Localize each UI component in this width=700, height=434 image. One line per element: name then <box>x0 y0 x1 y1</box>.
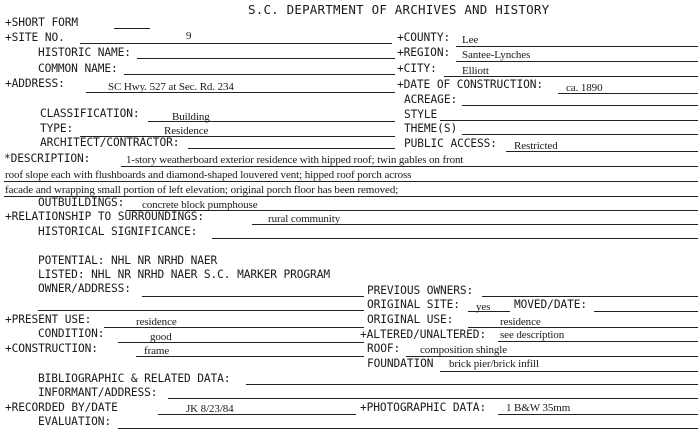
type-label: TYPE: <box>40 122 74 135</box>
date-of-construction-value: ca. 1890 <box>566 82 603 94</box>
listed-label: LISTED: NHL NR NRHD NAER S.C. MARKER PROGRAM <box>38 268 330 281</box>
region-label: +REGION: <box>397 46 451 59</box>
relationship-value: rural community <box>268 213 341 225</box>
original-site-value: yes <box>476 301 491 313</box>
roof-line <box>406 356 698 357</box>
altered-line <box>498 341 698 342</box>
potential-label: POTENTIAL: NHL NR NRHD NAER <box>38 254 218 267</box>
common-name-label: COMMON NAME: <box>38 62 118 75</box>
evaluation-label: EVALUATION: <box>38 415 111 428</box>
address-value: SC Hwy. 527 at Sec. Rd. 234 <box>108 81 234 93</box>
owner-address-label: OWNER/ADDRESS: <box>38 282 131 295</box>
classification-line <box>148 121 395 122</box>
description-label: *DESCRIPTION: <box>4 152 91 165</box>
region-value: Santee-Lynches <box>462 49 531 61</box>
informant-line <box>168 398 698 399</box>
outbuildings-label: OUTBUILDINGS: <box>38 196 125 209</box>
altered-value: see description <box>500 329 565 341</box>
condition-line <box>118 342 364 343</box>
historical-significance-label: HISTORICAL SIGNIFICANCE: <box>38 225 198 238</box>
owner-address-line-2 <box>38 310 364 311</box>
photographic-data-label: +PHOTOGRAPHIC DATA: <box>360 401 487 414</box>
county-line <box>456 46 698 47</box>
construction-line <box>136 356 364 357</box>
historical-significance-line <box>212 238 698 239</box>
public-access-value: Restricted <box>514 140 558 152</box>
relationship-label: +RELATIONSHIP TO SURROUNDINGS: <box>5 210 205 223</box>
present-use-value: residence <box>136 316 177 328</box>
themes-label: THEME(S) <box>404 122 458 135</box>
description-rule-2 <box>4 181 698 182</box>
bibliographic-line <box>246 384 698 385</box>
owner-address-line <box>142 296 364 297</box>
historic-name-label: HISTORIC NAME: <box>38 46 131 59</box>
common-name-line <box>124 74 395 75</box>
city-label: +CITY: <box>397 62 437 75</box>
outbuildings-value: concrete block pumphouse <box>142 199 258 211</box>
foundation-label: FOUNDATION <box>367 357 434 370</box>
architect-label: ARCHITECT/CONTRACTOR: <box>40 136 180 149</box>
address-label: +ADDRESS: <box>5 77 65 90</box>
recorded-by-label: +RECORDED BY/DATE <box>5 401 118 414</box>
short-form-line <box>114 28 150 29</box>
foundation-line <box>440 371 698 372</box>
condition-label: CONDITION: <box>38 327 105 340</box>
original-use-value: residence <box>500 316 541 328</box>
moved-date-line <box>594 311 698 312</box>
type-value: Residence <box>164 125 209 137</box>
date-of-construction-line <box>558 93 698 94</box>
city-line <box>444 76 698 77</box>
bibliographic-label: BIBLIOGRAPHIC & RELATED DATA: <box>38 372 231 385</box>
original-site-label: ORIGINAL SITE: <box>367 298 460 311</box>
outbuildings-line <box>126 210 698 211</box>
city-value: Elliott <box>462 65 489 77</box>
roof-label: ROOF: <box>367 342 401 355</box>
original-use-line <box>468 327 698 328</box>
classification-label: CLASSIFICATION: <box>40 107 140 120</box>
original-site-line <box>468 311 510 312</box>
recorded-by-value: JK 8/23/84 <box>186 403 234 415</box>
description-line-3: facade and wrapping small portion of left elevation; original porch floor has been removed; <box>5 184 399 196</box>
altered-label: +ALTERED/UNALTERED: <box>360 328 487 341</box>
present-use-label: +PRESENT USE: <box>5 313 92 326</box>
construction-label: +CONSTRUCTION: <box>5 342 98 355</box>
original-use-label: ORIGINAL USE: <box>367 313 454 326</box>
informant-label: INFORMANT/ADDRESS: <box>38 386 158 399</box>
present-use-line <box>104 327 364 328</box>
acreage-line <box>462 105 698 106</box>
roof-value: composition shingle <box>420 344 508 356</box>
description-line-1: 1-story weatherboard exterior residence with hipped roof; twin gables on front <box>126 154 464 166</box>
previous-owners-label: PREVIOUS OWNERS: <box>367 284 474 297</box>
relationship-line <box>252 224 698 225</box>
previous-owners-line <box>482 296 698 297</box>
themes-line <box>462 134 698 135</box>
photographic-data-line <box>498 414 698 415</box>
style-line <box>440 120 698 121</box>
construction-value: frame <box>144 345 170 357</box>
short-form-label: +SHORT FORM <box>5 16 78 29</box>
classification-value: Building <box>172 111 210 123</box>
evaluation-line <box>118 428 698 429</box>
county-value: Lee <box>462 34 479 46</box>
region-line <box>456 61 698 62</box>
historic-name-line <box>137 58 395 59</box>
site-no-value: 9 <box>186 30 192 42</box>
acreage-label: ACREAGE: <box>404 93 458 106</box>
public-access-label: PUBLIC ACCESS: <box>404 137 497 150</box>
architect-line <box>188 148 395 149</box>
photographic-data-value: 1 B&W 35mm <box>506 402 571 414</box>
foundation-value: brick pier/brick infill <box>449 358 539 370</box>
style-label: STYLE <box>404 108 438 121</box>
date-of-construction-label: +DATE OF CONSTRUCTION: <box>397 78 543 91</box>
county-label: +COUNTY: <box>397 31 451 44</box>
recorded-by-line <box>158 414 356 415</box>
address-line <box>86 92 395 93</box>
description-rule-1 <box>121 166 698 167</box>
public-access-line <box>506 151 698 152</box>
site-no-line <box>80 43 392 44</box>
moved-date-label: MOVED/DATE: <box>514 298 587 311</box>
condition-value: good <box>150 331 172 343</box>
form-title: S.C. DEPARTMENT OF ARCHIVES AND HISTORY <box>248 2 550 17</box>
site-no-label: +SITE NO. <box>5 31 65 44</box>
description-line-2: roof slope each with flushboards and diamond-shaped louvered vent; hipped roof porch across <box>5 169 412 181</box>
